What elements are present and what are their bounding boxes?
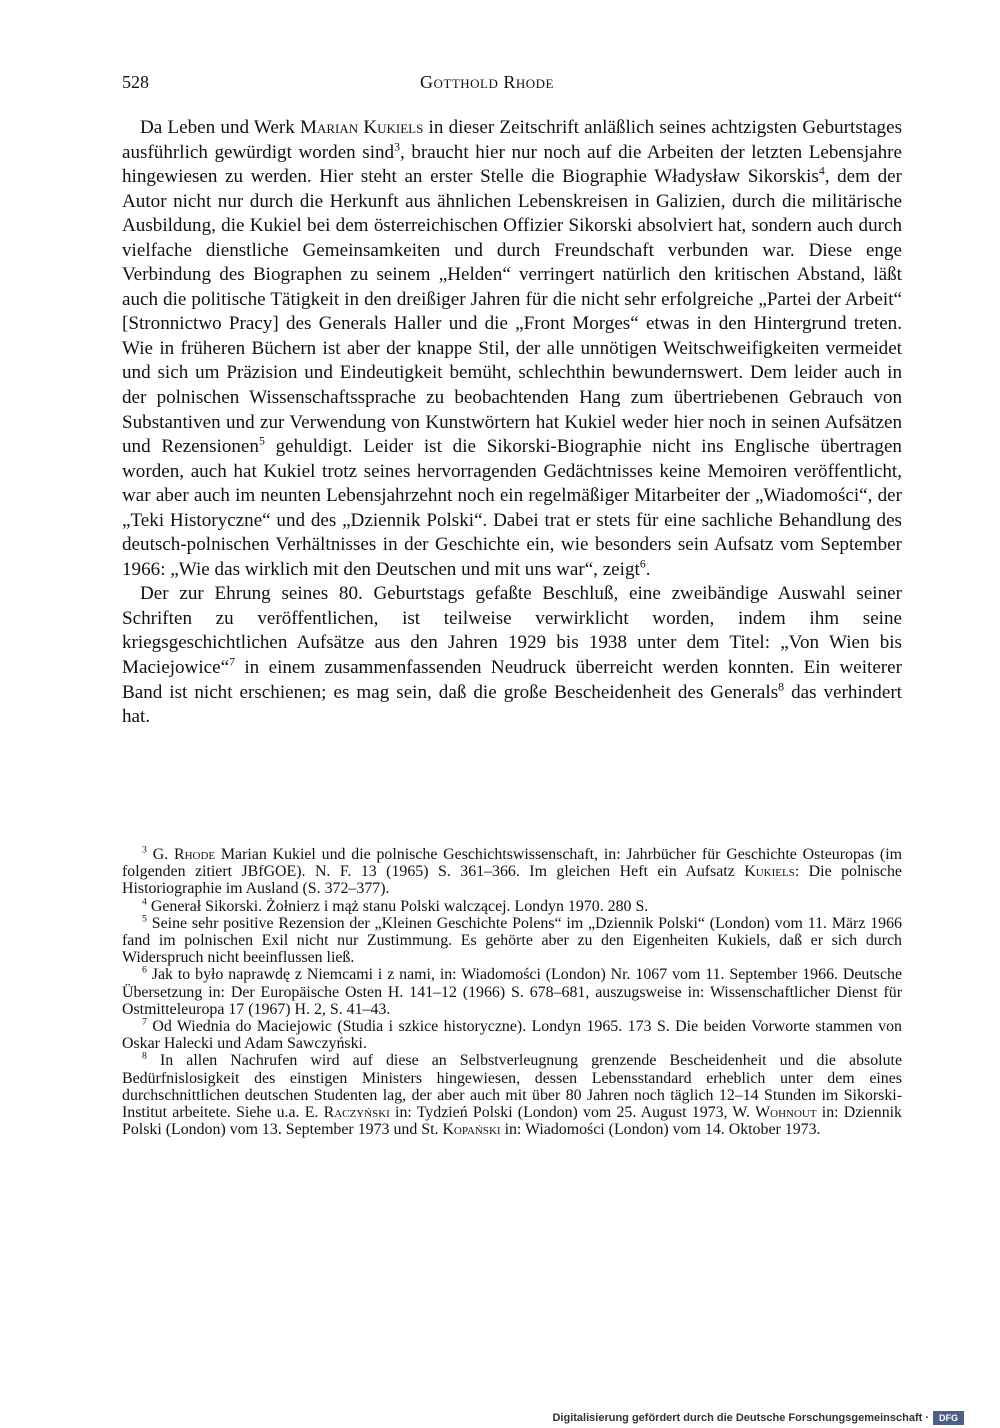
digitization-credit-text: Digitalisierung gefördert durch die Deutsche Forschungsgemeinschaft · bbox=[552, 1412, 929, 1424]
author-name: Raczyński bbox=[323, 1104, 390, 1122]
text: das verhindert hat. bbox=[122, 681, 902, 728]
footnote-ref-6: 6 bbox=[639, 556, 646, 571]
footnote-ref-5: 5 bbox=[258, 433, 265, 448]
footnote-number: 4 bbox=[142, 896, 147, 908]
footnote-ref-8: 8 bbox=[778, 679, 785, 694]
page-number: 528 bbox=[122, 72, 149, 92]
paragraph-2 bbox=[122, 582, 902, 729]
footnote-8 bbox=[122, 1052, 902, 1138]
footnote-3 bbox=[122, 846, 902, 898]
text: Der zur Ehrung seines 80. Geburtstags gefaßte Beschluß, eine zweibändige Auswahl seiner Schriften zu veröffentlichen, ist teilweise verwirklicht worden, indem ihm seine kriegsgeschichtlichen Aufsätze aus den Jahren 1929 bis 1938 unter dem Titel: „Von Wien bis Maciejowice“ bbox=[122, 583, 902, 679]
footnote-number: 7 bbox=[142, 1016, 147, 1028]
text: In allen Nachrufen wird auf diese an Selbstverleugnung grenzende Bescheidenheit und die absolute Bedürfnislosigkeit des einstigen Ministers hingewiesen, dessen Lebensstandard erheblich unter dem eines durchschnittlichen deutschen Studenten lag, der aber auch mit über 80 Jahren noch täglich 12–14 Stunden im Sikorski-Institut arbeitete. Siehe u.a. E. bbox=[122, 1052, 902, 1122]
text: in einem zusammenfassenden Neudruck überreicht werden konnten. Ein weiterer Band ist nicht erschienen; es mag sein, daß die große Bescheidenheit des Generals bbox=[122, 657, 902, 703]
author-name: Kukiels bbox=[744, 863, 795, 881]
footnote-ref-3: 3 bbox=[394, 139, 401, 154]
author-name: Wohnout bbox=[755, 1104, 817, 1122]
text: in: Wiadomości (London) vom 14. Oktober 1973. bbox=[500, 1121, 821, 1139]
text: , dem der Autor nicht nur durch die Herkunft aus ähnlichen Lebenskreisen in Galizien, durch die militärische Ausbildung, die Kukiel bei dem österreichischen Offizier Sikorski absolviert hat, sondern auch durch vielfache dienstliche Gemeinsamkeiten und durch Freundschaft verbunden war. Diese enge Verbindung des Biographen zu seinem „Helden“ verringert natürlich den kritischen Abstand, läßt auch die politische Tätigkeit in den dreißiger Jahren für die nicht sehr erfolgreiche „Partei der Arbeit“ [Stronnictwo Pracy] des Generals Haller und die „Front Morges“ etwas in den Hintergrund treten. Wie in früheren Büchern ist aber der knappe Stil, der alle unnötigen Weitschweifigkeiten vermeidet und sich um Präzision und Eindeutigkeit bemüht, schlechthin bewundernswert. Dem leider auch in der polnischen Wissenschaftssprache zu beobachtenden Hang zum übertriebenen Gebrauch von Substantiven und zur Verwendung von Kunstwörtern hat Kukiel weder hier noch in seinen Aufsätzen und Rezensionen bbox=[122, 166, 902, 458]
text: in: Dziennik Polski (London) vom 13. September 1973 und St. bbox=[122, 1104, 902, 1139]
footnotes bbox=[122, 846, 902, 1138]
text: Generał Sikorski. Żołnierz i mąż stanu Polski walczącej. Londyn 1970. 280 S. bbox=[146, 897, 649, 915]
dfg-logo-icon: DFG bbox=[933, 1411, 964, 1425]
text: in: Tydzień Polski (London) vom 25. August 1973, W. bbox=[389, 1104, 756, 1122]
footnote-5 bbox=[122, 915, 902, 967]
running-head: Gotthold Rhode bbox=[420, 72, 554, 92]
text: in dieser Zeitschrift anläßlich seines achtzigsten Geburtstages ausführlich gewürdigt worden sind bbox=[122, 117, 902, 163]
author-name: Kopański bbox=[442, 1121, 501, 1139]
digitization-credit bbox=[552, 1411, 964, 1425]
text: : Die polnische Historiographie im Ausland (S. 372–377). bbox=[122, 863, 902, 898]
author-name: Marian Kukiels bbox=[299, 117, 424, 138]
body-text bbox=[122, 116, 902, 730]
author-name: Rhode bbox=[173, 846, 216, 863]
paragraph-1 bbox=[122, 116, 902, 582]
footnote-4 bbox=[122, 898, 902, 915]
text: gehuldigt. Leider ist die Sikorski-Biographie nicht ins Englische übertragen worden, auch hat Kukiel trotz seines hervorragenden Gedächtnisses keine Memoiren veröffentlicht, war aber auch im neunten Lebensjahrzehnt noch ein regelmäßiger Mitarbeiter der „Wiadomości“, der „Teki Historyczne“ und des „Dziennik Polski“. Dabei trat er stets für eine sachliche Behandlung des deutsch-polnischen Verhältnisses in der Geschichte ein, wie besonders sein Aufsatz vom September 1966: „Wie das wirklich mit den Deutschen und mit uns war“, zeigt bbox=[122, 436, 902, 580]
footnote-6 bbox=[122, 966, 902, 1018]
text: . bbox=[645, 558, 651, 580]
footnote-number: 3 bbox=[142, 844, 147, 856]
text: Da Leben und Werk bbox=[140, 117, 300, 138]
text: Jak to było naprawdę z Niemcami i z nami, in: Wiadomości (London) Nr. 1067 vom 11. September 1966. Deutsche Übersetzung in: Der Europäische Osten H. 141–12 (1966) S. 678–681, auszugsweise in: Wissenschaftlicher Dienst für Ostmitteleuropa 17 (1967) H. 2, S. 41–43. bbox=[122, 966, 902, 1018]
footnote-ref-7: 7 bbox=[229, 654, 235, 669]
footnote-number: 5 bbox=[142, 913, 147, 925]
text: Marian Kukiel und die polnische Geschichtswissenschaft, in: Jahrbücher für Geschichte Osteuropas (im folgenden zitiert JBfGOE). N. F. 13 (1965) S. 361–366. Im gleichen Heft ein Aufsatz bbox=[122, 846, 902, 881]
text: Od Wiednia do Maciejowic (Studia i szkice historyczne). Londyn 1965. 173 S. Die beiden Vorworte stammen von Oskar Halecki und Adam Sawczyński. bbox=[122, 1018, 902, 1053]
footnote-number: 6 bbox=[142, 965, 147, 977]
footnote-number: 8 bbox=[142, 1051, 147, 1063]
footnote-ref-4: 4 bbox=[818, 163, 825, 178]
text: Seine sehr positive Rezension der „Kleinen Geschichte Polens“ im „Dziennik Polski“ (London) vom 11. März 1966 fand im polnischen Exil nicht nur Zustimmung. Es gehörte aber zu den Eigenheiten Kukiels, daß er sich durch Widerspruch nicht beeinflussen ließ. bbox=[122, 914, 902, 967]
text: G. bbox=[146, 846, 174, 863]
footnote-7 bbox=[122, 1018, 902, 1052]
text: , braucht hier nur noch auf die Arbeiten der letzten Lebensjahre hingewiesen zu werden. Hier steht an erster Stelle die Biographie Władysław Sikorskis bbox=[122, 141, 902, 188]
